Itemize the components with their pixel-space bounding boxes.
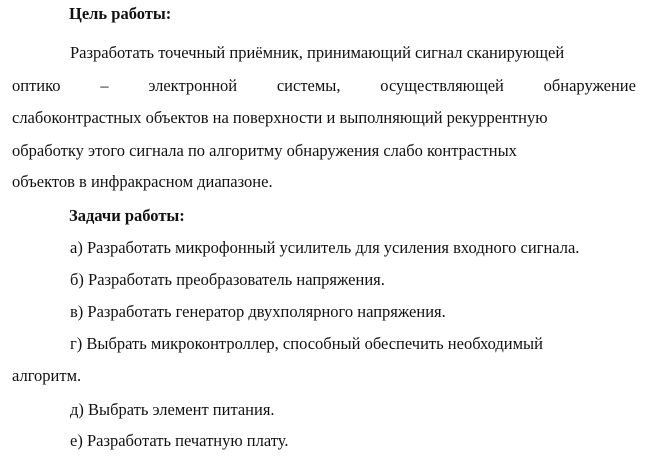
goal-word: системы, — [276, 76, 341, 95]
task-item-d: д) Выбрать элемент питания. — [70, 400, 275, 419]
goal-word: – — [100, 76, 109, 95]
goal-word: осуществляющей — [380, 76, 504, 95]
goal-line-3: слабоконтрастных объектов на поверхности и выполняющий рекуррентную — [12, 108, 548, 127]
goal-heading: Цель работы: — [69, 4, 172, 23]
goal-word: электронной — [148, 76, 238, 95]
goal-line-2 — [12, 76, 636, 96]
task-item-g-line-2: алгоритм. — [12, 366, 82, 385]
goal-line-4: обработку этого сигнала по алгоритму обнаружения слабо контрастных — [12, 141, 517, 160]
goal-line-1: Разработать точечный приёмник, принимающий сигнал сканирующей — [70, 43, 565, 62]
task-item-e: е) Разработать печатную плату. — [70, 431, 289, 450]
tasks-heading: Задачи работы: — [69, 206, 185, 225]
task-item-b: б) Разработать преобразователь напряжения. — [70, 270, 385, 289]
task-item-v: в) Разработать генератор двухполярного напряжения. — [70, 302, 446, 321]
goal-word: оптико — [12, 76, 61, 95]
task-item-a: а) Разработать микрофонный усилитель для усиления входного сигнала. — [70, 238, 580, 257]
goal-line-5: объектов в инфракрасном диапазоне. — [12, 172, 273, 191]
goal-word: обнаружение — [543, 76, 636, 95]
task-item-g-line-1: г) Выбрать микроконтроллер, способный обеспечить необходимый — [70, 334, 543, 353]
